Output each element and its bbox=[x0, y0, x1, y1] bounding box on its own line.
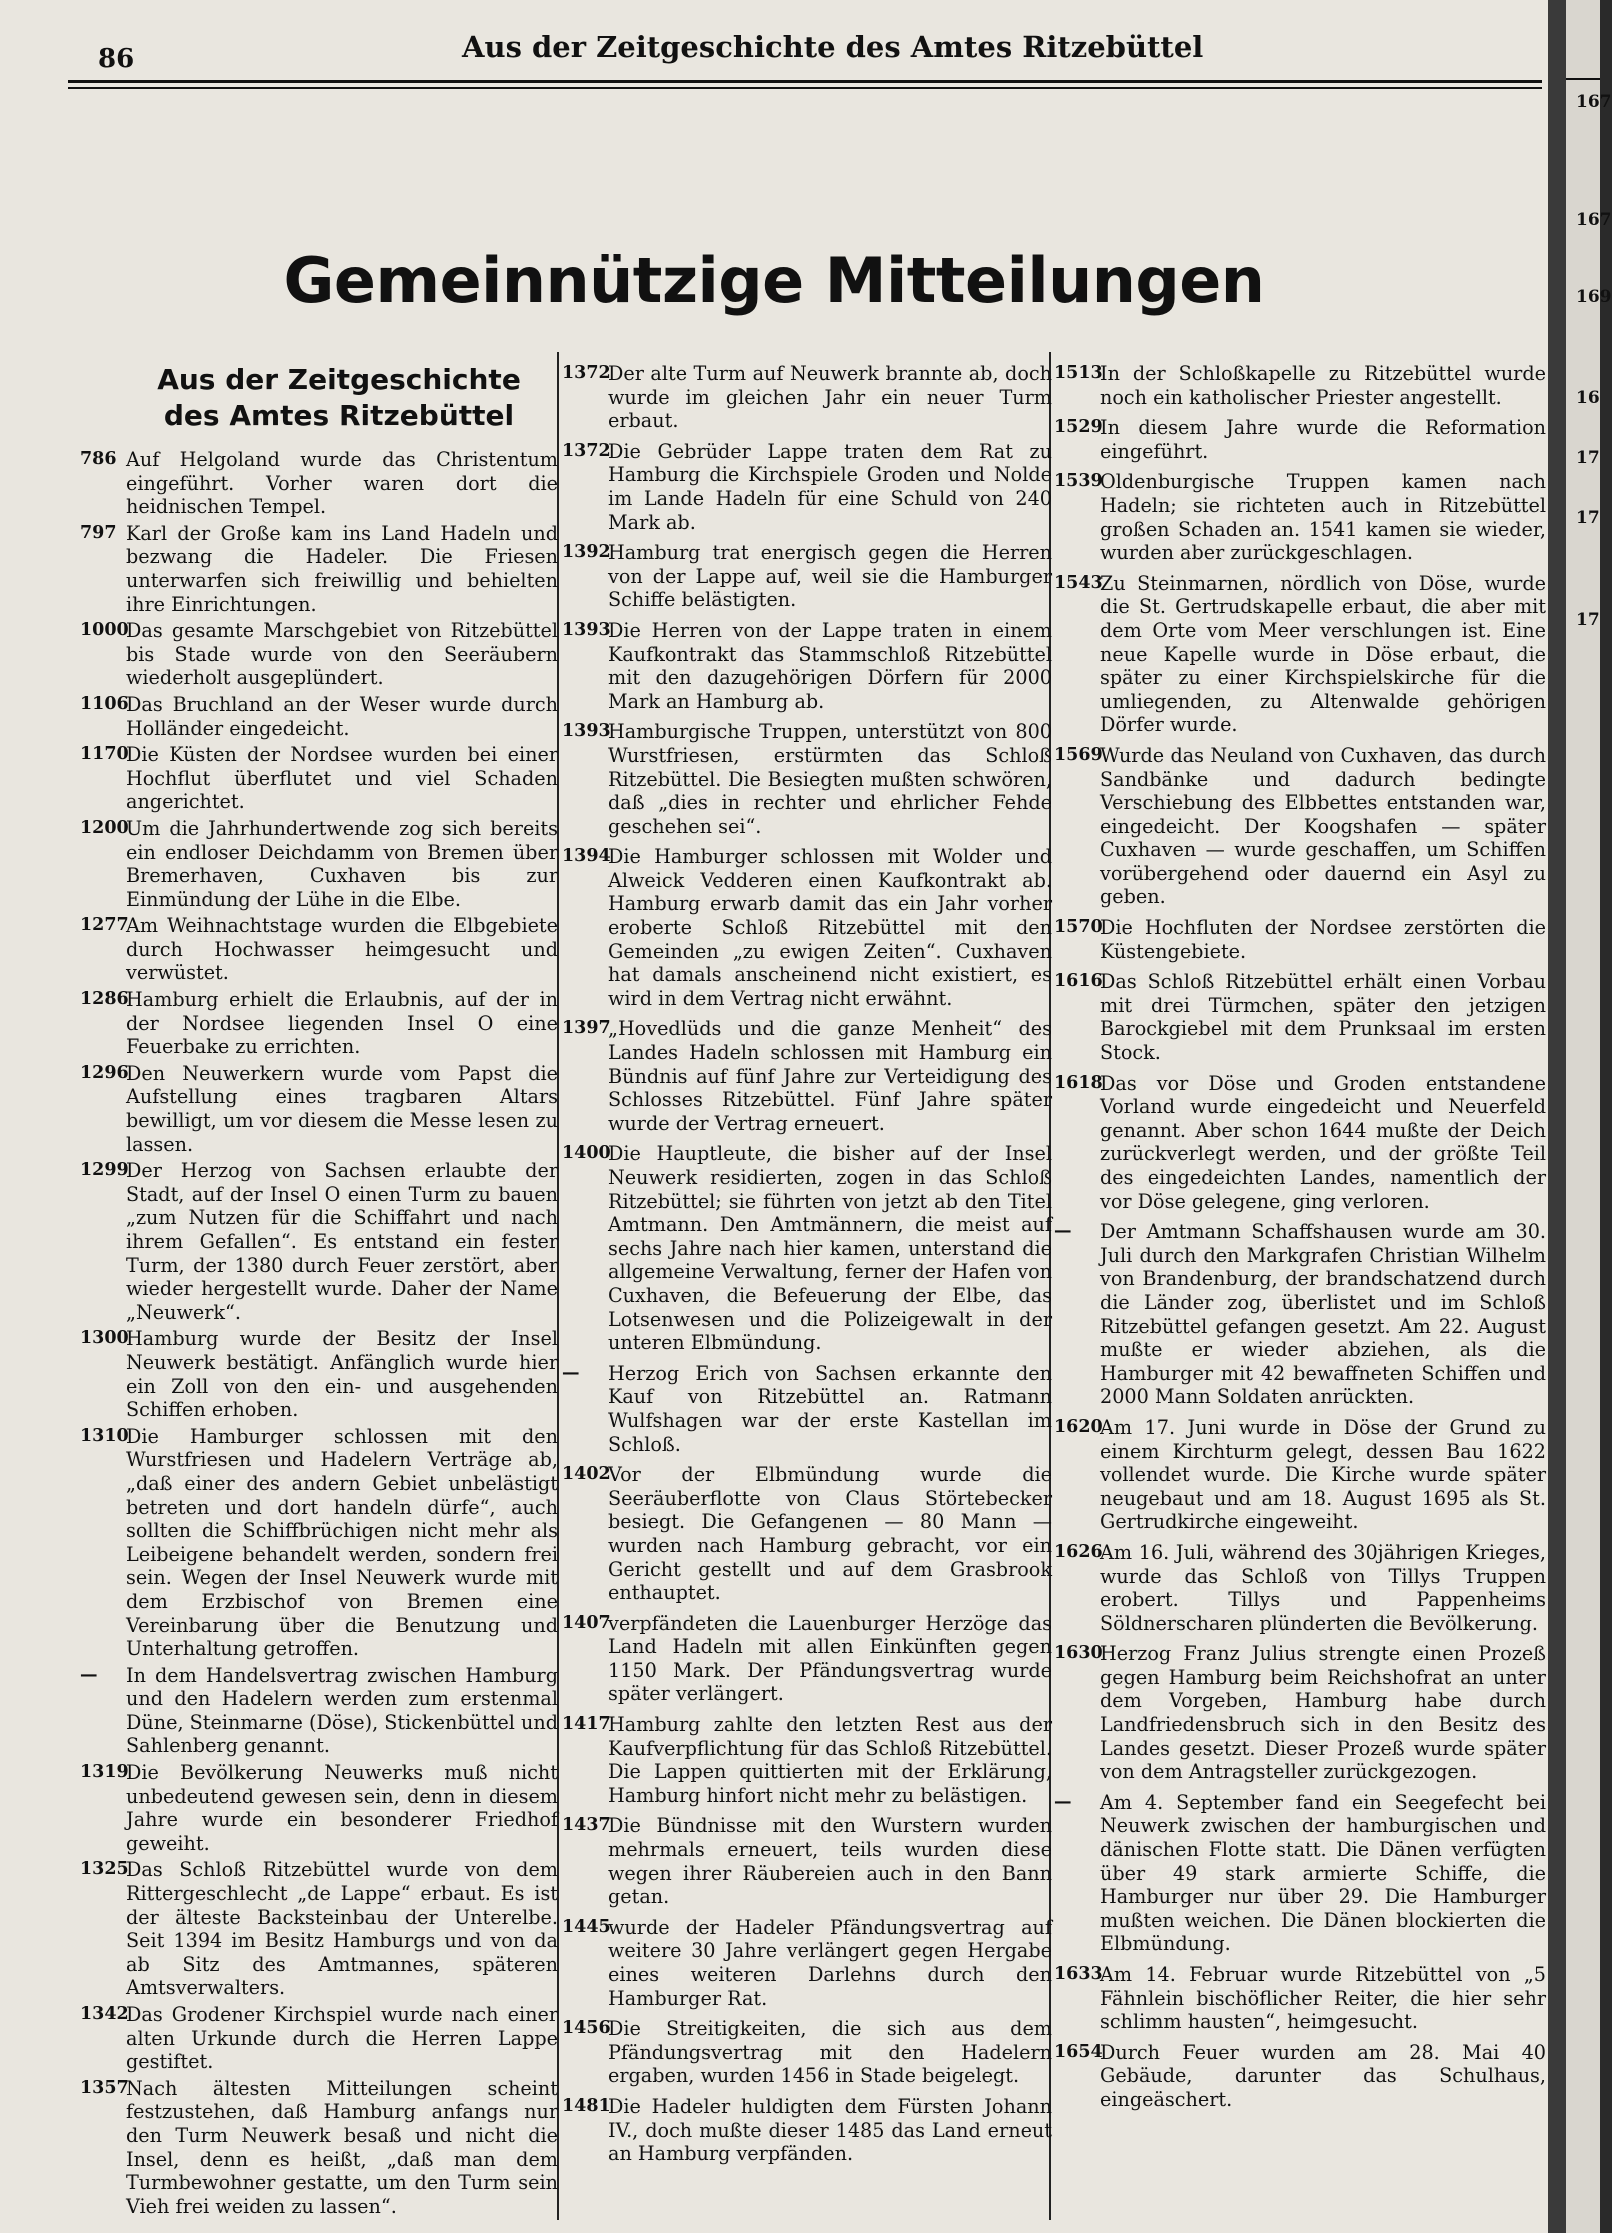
entry-year: 1437 bbox=[562, 1815, 611, 1836]
chronicle-entry bbox=[1054, 1963, 1546, 2034]
entry-text: Die Hochfluten der Nordsee zerstörten die Küstengebiete. bbox=[1100, 916, 1546, 963]
entry-text: wurde der Hadeler Pfändungsvertrag auf weitere 30 Jahre verlängert gegen Hergabe eines weiteren Darlehns durch den Hamburger Rat. bbox=[608, 1915, 1052, 2010]
entry-text: Die Bevölkerung Neuwerks muß nicht unbedeutend gewesen sein, denn in diesem Jahre wurde ein besonderer Friedhof geweiht. bbox=[126, 1761, 558, 1855]
entry-year: 1277 bbox=[80, 915, 129, 936]
chronicle-entry bbox=[562, 720, 1052, 838]
entry-year: 1570 bbox=[1054, 917, 1103, 938]
entry-text: Am 16. Juli, während des 30jährigen Krieges, wurde das Schloß von Tillys Truppen erobert. Tillys und Pappenheims Söldnerscharen plünderten die Bevölkerung. bbox=[1100, 1540, 1546, 1635]
chronicle-entry bbox=[80, 2077, 558, 2219]
entry-year: 1319 bbox=[80, 1762, 129, 1783]
chronicle-entry bbox=[80, 619, 558, 690]
chronicle-entry bbox=[1054, 1541, 1546, 1635]
entry-text: Das Bruchland an der Weser wurde durch Holländer eingedeicht. bbox=[126, 692, 558, 740]
entry-year: 797 bbox=[80, 522, 117, 543]
margin-number: 167 bbox=[1576, 210, 1612, 230]
entry-text: Zu Steinmarnen, nördlich von Döse, wurde die St. Gertrudskapelle erbaut, die aber mit dem Orte vom Meer verschlungen ist. Eine neue Kapelle wurde in Döse erbaut, die später zu einer Kirchspielskirche für die umliegenden, zu Altenwalde gehörigen Dörfer wurde. bbox=[1100, 571, 1546, 737]
chronicle-entry bbox=[562, 362, 1052, 433]
chronicle-entry bbox=[80, 2003, 558, 2074]
entry-text: Nach ältesten Mitteilungen scheint festzustehen, daß Hamburg anfangs nur den Turm Neuwerk besaß und nicht die Insel, denn es heißt, „daß man dem Turmbewohner gestatte, um den Turm sein Vieh frei weiden zu lassen“. bbox=[126, 2076, 558, 2218]
margin-number: 167 bbox=[1576, 92, 1612, 112]
entry-year: 1654 bbox=[1054, 2041, 1103, 2062]
section-heading-line-2: des Amtes Ritzebüttel bbox=[163, 399, 515, 432]
entry-year: 1417 bbox=[562, 1714, 611, 1735]
entry-year: 1000 bbox=[80, 620, 129, 641]
running-head: Aus der Zeitgeschichte des Amtes Ritzebüttel bbox=[462, 30, 1204, 64]
entry-text: Karl der Große kam ins Land Hadeln und bezwang die Hadeler. Die Friesen unterwarfen sich freiwillig und behielten ihre Einrichtungen. bbox=[126, 521, 558, 616]
chronicle-entry bbox=[1054, 970, 1546, 1064]
entry-text: Die Gebrüder Lappe traten dem Rat zu Hamburg die Kirchspiele Groden und Nolde im Lande Hadeln für eine Schuld von 240 Mark ab. bbox=[608, 439, 1052, 534]
chronicle-entry bbox=[1054, 916, 1546, 963]
page-number: 86 bbox=[98, 44, 135, 74]
entry-year: 786 bbox=[80, 449, 117, 469]
chronicle-entry bbox=[562, 1142, 1052, 1354]
entry-year: 1393 bbox=[562, 619, 611, 640]
chronicle-entry bbox=[1054, 1791, 1546, 1956]
entry-year: 1106 bbox=[80, 693, 129, 714]
entry-text: Die Hamburger schlossen mit Wolder und Alweick Vedderen einen Kaufkontrakt ab. Hamburg erwarb damit das ein Jahr vorher eroberte Schloß Ritzebüttel mit den Gemeinden „zu ewigen Zeiten“. Cuxhaven hat damals anscheinend nicht existiert, es wird in dem Vertrag nicht erwähnt. bbox=[608, 845, 1052, 1010]
entry-year: 1200 bbox=[80, 817, 129, 838]
entry-year: 1394 bbox=[562, 846, 611, 867]
entry-text: Den Neuwerkern wurde vom Papst die Aufstellung eines tragbaren Altars bewilligt, um vor diesem die Messe lesen zu lassen. bbox=[126, 1061, 558, 1156]
chronicle-entry bbox=[80, 522, 558, 616]
entry-text: Am 14. Februar wurde Ritzebüttel von „5 Fähnlein bischöflicher Reiter, die hier sehr schlimm hausten“, heimgesucht. bbox=[1100, 1963, 1546, 2034]
chronicle-entry bbox=[562, 1017, 1052, 1135]
chronicle-entry bbox=[80, 693, 558, 740]
entry-year: 1397 bbox=[562, 1018, 611, 1039]
entry-text: In der Schloßkapelle zu Ritzebüttel wurde noch ein katholischer Priester angestellt. bbox=[1100, 362, 1546, 409]
entry-text: Der alte Turm auf Neuwerk brannte ab, doch wurde im gleichen Jahr ein neuer Turm erbaut. bbox=[608, 362, 1052, 433]
entry-year: 1400 bbox=[562, 1143, 611, 1164]
entry-year: 1372 bbox=[562, 440, 611, 461]
entry-year: — bbox=[1054, 1791, 1072, 1812]
chronicle-entry bbox=[80, 1327, 558, 1421]
entry-text: Das Schloß Ritzebüttel wurde von dem Rittergeschlecht „de Lappe“ erbaut. Es ist der älteste Backsteinbau der Unterelbe. Seit 1394 im Besitz Hamburgs und von da ab Sitz des Amtmannes, späteren Amtsverwalters. bbox=[126, 1858, 558, 2000]
entry-year: 1393 bbox=[562, 721, 611, 742]
chronicle-entry bbox=[562, 1916, 1052, 2010]
entry-year: 1513 bbox=[1054, 363, 1103, 383]
chronicle-entry bbox=[562, 1362, 1052, 1456]
chronicle-entry bbox=[562, 1612, 1052, 1706]
chronicle-entry bbox=[80, 817, 558, 911]
entry-text: „Hovedlüds und die ganze Menheit“ des Landes Hadeln schlossen mit Hamburg ein Bündnis auf fünf Jahre zur Verteidigung des Schlosses Ritzebüttel. Fünf Jahre später wurde der Vertrag erneuert. bbox=[608, 1017, 1052, 1135]
entry-year: 1310 bbox=[80, 1425, 129, 1446]
entry-text: Die Streitigkeiten, die sich aus dem Pfändungsvertrag mit den Hadelern ergaben, wurden 1456 in Stade beigelegt. bbox=[608, 2017, 1052, 2088]
entry-text: Wurde das Neuland von Cuxhaven, das durch Sandbänke und dadurch bedingte Verschiebung des Elbbettes entstanden war, eingedeicht. Der Koogshafen — später Cuxhaven — wurde geschaffen, um Schiffen vorübergehend oder dauernd ein Asyl zu geben. bbox=[1100, 743, 1546, 909]
chronicle-entry bbox=[80, 988, 558, 1059]
entry-year: 1300 bbox=[80, 1328, 129, 1349]
chronicle-entry bbox=[1054, 1220, 1546, 1409]
chronicle-entry bbox=[1054, 572, 1546, 737]
entry-year: 1445 bbox=[562, 1916, 611, 1937]
chronicle-entry bbox=[562, 440, 1052, 534]
entry-year: 1630 bbox=[1054, 1643, 1103, 1664]
entry-year: 1633 bbox=[1054, 1964, 1103, 1984]
entry-text: Der Amtmann Schaffshausen wurde am 30. Juli durch den Markgrafen Christian Wilhelm von Brandenburg, der brandschatzend durch die Länder zog, überlistet und im Schloß Ritzebüttel gefangen gesetzt. Am 22. August mußte er wieder abziehen, als die Hamburger mit 42 bewaffneten Schiffen und 2000 Mann Soldaten anrückten. bbox=[1100, 1220, 1546, 1409]
entry-year: 1407 bbox=[562, 1612, 611, 1633]
chronicle-entry bbox=[562, 619, 1052, 713]
chronicle-entry bbox=[80, 743, 558, 814]
entry-text: Hamburg wurde der Besitz der Insel Neuwerk bestätigt. Anfänglich wurde hier ein Zoll von den ein- und ausgehenden Schiffen erhoben. bbox=[126, 1327, 558, 1422]
chronicle-entry bbox=[1054, 2041, 1546, 2112]
chronicle-entry bbox=[80, 1664, 558, 1758]
entry-text: Die Küsten der Nordsee wurden bei einer Hochflut überflutet und viel Schaden angerichtet. bbox=[126, 743, 558, 814]
entry-text: Hamburgische Truppen, unterstützt von 800 Wurstfriesen, erstürmten das Schloß Ritzebüttel. Die Besiegten mußten schwören, daß „dies in rechter und ehrlicher Fehde geschehen sei“. bbox=[608, 720, 1052, 838]
entry-year: 1402 bbox=[562, 1464, 611, 1485]
entry-text: Am 4. September fand ein Seegefecht bei Neuwerk zwischen der hamburgischen und dänischen Flotte statt. Die Dänen verfügten über 49 stark armierte Schiffe, die Hamburger nur über 29. Die Hamburger mußten weichen. Die Dänen blockierten die Elbmündung. bbox=[1100, 1790, 1546, 1956]
entry-year: 1626 bbox=[1054, 1541, 1103, 1562]
entry-text: Um die Jahrhundertwende zog sich bereits ein endloser Deichdamm von Bremen über Bremerhaven, Cuxhaven bis zur Einmündung der Lühe in die Elbe. bbox=[126, 816, 558, 911]
entry-year: 1569 bbox=[1054, 744, 1103, 765]
entry-text: Das Grodener Kirchspiel wurde nach einer alten Urkunde durch die Herren Lappe gestiftet. bbox=[126, 2003, 558, 2074]
margin-number: 17 bbox=[1576, 448, 1600, 468]
entry-year: 1299 bbox=[80, 1160, 129, 1181]
entry-text: Die Herren von der Lappe traten in einem Kaufkontrakt das Stammschloß Ritzebüttel mit den dazugehörigen Dörfern für 2000 Mark an Hamburg ab. bbox=[608, 618, 1052, 713]
chronicle-entry bbox=[1054, 744, 1546, 909]
column-1 bbox=[80, 362, 558, 2221]
header-rule-top bbox=[68, 80, 1542, 83]
section-heading bbox=[80, 362, 558, 434]
entry-text: verpfändeten die Lauenburger Herzöge das Land Hadeln mit allen Einkünften gegen 1150 Mark. Der Pfändungsvertrag wurde später verlängert. bbox=[608, 1611, 1052, 1706]
entry-year: 1539 bbox=[1054, 471, 1103, 492]
section-heading-line-1: Aus der Zeitgeschichte bbox=[157, 363, 521, 396]
entry-text: Am 17. Juni wurde in Döse der Grund zu einem Kirchturm gelegt, dessen Bau 1622 vollendet wurde. Die Kirche wurde später neugebaut und am 18. August 1695 als St. Gertrudkirche eingeweiht. bbox=[1100, 1415, 1546, 1534]
entry-text: Herzog Franz Julius strengte einen Prozeß gegen Hamburg beim Reichshofrat an unter dem Vorgeben, Hamburg habe durch Landfriedensbruch sich in den Besitz des Landes gesetzt. Dieser Prozeß wurde später von dem Antragsteller zurückgezogen. bbox=[1100, 1642, 1546, 1784]
entry-text: In dem Handelsvertrag zwischen Hamburg und den Hadelern werden zum erstenmal Düne, Steinmarne (Döse), Stickenbüttel und Sahlenberg genannt. bbox=[126, 1663, 559, 1758]
entry-text: Vor der Elbmündung wurde die Seeräuberflotte von Claus Störtebecker besiegt. Die Gefangenen — 80 Mann — wurden nach Hamburg gebracht, vor ein Gericht gestellt und auf dem Grasbrook enthauptet. bbox=[608, 1463, 1052, 1605]
entry-year: 1620 bbox=[1054, 1416, 1103, 1437]
entry-year: — bbox=[562, 1362, 580, 1383]
chronicle-entry bbox=[80, 1425, 558, 1661]
chronicle-entry bbox=[562, 1463, 1052, 1605]
chronicle-entry bbox=[80, 1858, 558, 2000]
entry-year: 1456 bbox=[562, 2018, 611, 2039]
entry-text: Am Weihnachtstage wurden die Elbgebiete durch Hochwasser heimgesucht und verwüstet. bbox=[126, 914, 558, 985]
chronicle-entry bbox=[562, 845, 1052, 1010]
entry-text: Der Herzog von Sachsen erlaubte der Stadt, auf der Insel O einen Turm zu bauen „zum Nutzen für die Schiffahrt und nach ihrem Gefallen“. Es entstand ein fester Turm, der 1380 durch Feuer zerstört, aber wieder hergestellt wurde. Daher der Name „Neuwerk“. bbox=[126, 1159, 558, 1324]
entry-text: Hamburg trat energisch gegen die Herren von der Lappe auf, weil sie die Hamburger Schiffe belästigten. bbox=[608, 541, 1052, 612]
chronicle-entry bbox=[562, 1713, 1052, 1807]
entry-year: 1481 bbox=[562, 2095, 611, 2116]
entry-year: 1616 bbox=[1054, 971, 1103, 992]
margin-number: 17 bbox=[1576, 508, 1600, 528]
chronicle-entry bbox=[1054, 362, 1546, 409]
entry-text: In diesem Jahre wurde die Reformation eingeführt. bbox=[1100, 416, 1546, 463]
chronicle-entry bbox=[80, 1062, 558, 1156]
entry-text: Herzog Erich von Sachsen erkannte den Kauf von Ritzebüttel an. Ratmann Wulfshagen war der erste Kastellan im Schloß. bbox=[608, 1361, 1052, 1456]
entry-year: 1618 bbox=[1054, 1072, 1103, 1093]
chronicle-entry bbox=[1054, 1642, 1546, 1784]
entry-text: Hamburg erhielt die Erlaubnis, auf der in der Nordsee liegenden Insel O eine Feuerbake zu errichten. bbox=[126, 988, 558, 1059]
entry-text: Oldenburgische Truppen kamen nach Hadeln; sie richteten auch in Ritzebüttel großen Schaden an. 1541 kamen sie wieder, wurden aber zurückgeschlagen. bbox=[1100, 470, 1546, 565]
chronicle-entry bbox=[562, 541, 1052, 612]
entry-year: — bbox=[80, 1664, 98, 1685]
entry-text: Durch Feuer wurden am 28. Mai 40 Gebäude, darunter das Schulhaus, eingeäschert. bbox=[1100, 2040, 1546, 2111]
entry-text: Die Hadeler huldigten dem Fürsten Johann IV., doch mußte dieser 1485 das Land erneut an Hamburg verpfänden. bbox=[608, 2094, 1052, 2166]
entry-text: Das Schloß Ritzebüttel erhält einen Vorbau mit drei Türmchen, später den jetzigen Barockgiebel mit dem Prunksaal im ersten Stock. bbox=[1100, 970, 1546, 1065]
entry-year: 1170 bbox=[80, 744, 129, 765]
margin-number: 169 bbox=[1576, 287, 1612, 307]
chronicle-entry bbox=[80, 1159, 558, 1324]
margin-number: 16 bbox=[1576, 388, 1600, 408]
entry-year: 1325 bbox=[80, 1859, 129, 1880]
entry-year: — bbox=[1054, 1221, 1072, 1242]
entry-text: Die Bündnisse mit den Wurstern wurden mehrmals erneuert, teils wurden diese wegen ihrer Räubereien auch in den Bann getan. bbox=[608, 1814, 1052, 1909]
entry-year: 1342 bbox=[80, 2004, 129, 2024]
header-rule-bottom bbox=[68, 87, 1542, 89]
entry-year: 1392 bbox=[562, 542, 611, 563]
chronicle-entry bbox=[562, 2017, 1052, 2088]
adjacent-page-edge bbox=[1566, 0, 1612, 2233]
chronicle-entry bbox=[80, 914, 558, 985]
entry-text: Das vor Döse und Groden entstandene Vorland wurde eingedeicht und Neuerfeld genannt. Aber schon 1644 mußte der Deich zurückverlegt werden, und der größte Teil des eingedeichten Landes, namentlich der vor Döse gelegene, ging verloren. bbox=[1100, 1071, 1546, 1213]
chronicle-entry bbox=[80, 448, 558, 519]
chronicle-entry bbox=[1054, 470, 1546, 564]
entry-year: 1529 bbox=[1054, 417, 1103, 438]
chronicle-entry bbox=[562, 2095, 1052, 2166]
entry-text: Die Hauptleute, die bisher auf der Insel Neuwerk residierten, zogen in das Schloß Ritzebüttel; sie führten von jetzt ab den Titel Amtmann. Den Amtmännern, die meist auf sechs Jahre nach hier kamen, unterstand die allgemeine Verwaltung, ferner der Hafen von Cuxhaven, die Befeuerung der Elbe, das Lotsenwesen und die Polizeigewalt in der unteren Elbmündung. bbox=[608, 1142, 1052, 1355]
entry-text: Die Hamburger schlossen mit den Wurstfriesen und Hadelern Verträge ab, „daß einer des andern Gebiet unbelästigt betreten und dort handeln dürfe“, auch sollten die Schiffbrüchigen nicht mehr als Leibeigene behandelt werden, sondern frei sein. Wegen der Insel Neuwerk wurde mit dem Erzbischof von Bremen eine Vereinbarung über die Benutzung und Unterhaltung getroffen. bbox=[126, 1424, 558, 1661]
chronicle-entry bbox=[1054, 1072, 1546, 1214]
entry-year: 1357 bbox=[80, 2077, 129, 2098]
chronicle-entry bbox=[1054, 416, 1546, 463]
entry-year: 1372 bbox=[562, 363, 611, 383]
chronicle-entry bbox=[562, 1814, 1052, 1908]
page-title: Gemeinnützige Mitteilungen bbox=[283, 244, 1265, 317]
entry-year: 1543 bbox=[1054, 572, 1103, 593]
column-3 bbox=[1054, 362, 1546, 2119]
entry-text: Auf Helgoland wurde das Christentum eingeführt. Vorher waren dort die heidnischen Tempel. bbox=[126, 448, 558, 519]
chronicle-entry bbox=[1054, 1416, 1546, 1534]
entry-year: 1286 bbox=[80, 989, 129, 1010]
entry-text: Das gesamte Marschgebiet von Ritzebüttel bis Stade wurde von den Seeräubern wiederholt ausgeplündert. bbox=[126, 619, 558, 690]
chronicle-entry bbox=[80, 1761, 558, 1855]
entry-text: Hamburg zahlte den letzten Rest aus der Kaufverpflichtung für das Schloß Ritzebüttel. Die Lappen quittierten mit der Erklärung, Hamburg hinfort nicht mehr zu belästigen. bbox=[608, 1713, 1052, 1807]
entry-year: 1296 bbox=[80, 1062, 129, 1083]
margin-number: 17 bbox=[1576, 610, 1600, 630]
column-2 bbox=[562, 362, 1052, 2173]
edge-rule bbox=[1566, 78, 1600, 80]
